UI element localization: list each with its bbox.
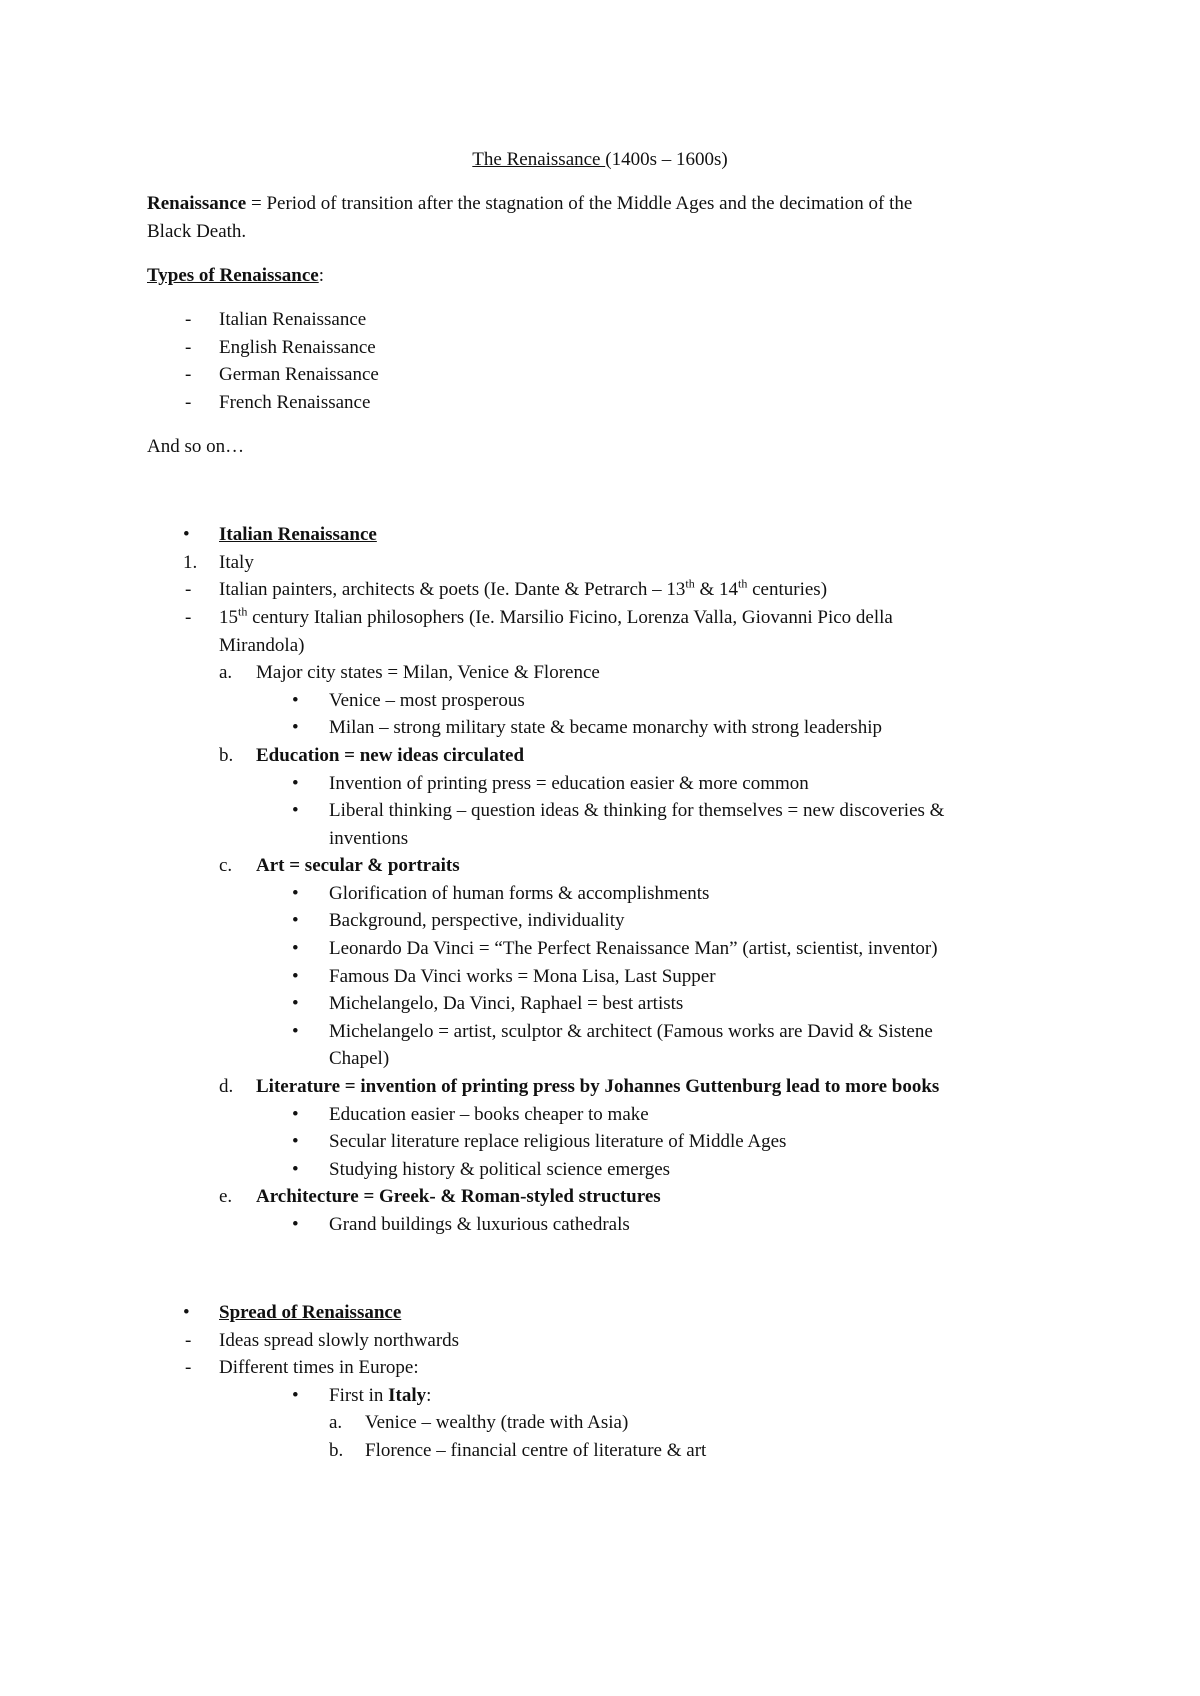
list-item: Michelangelo, Da Vinci, Raphael = best artists xyxy=(329,993,684,1014)
number-marker: 1. xyxy=(183,552,198,573)
list-item: Background, perspective, individuality xyxy=(329,910,625,931)
list-item: Milan – strong military state & became monarchy with strong leadership xyxy=(329,717,882,738)
list-item: Invention of printing press = education easier & more common xyxy=(329,773,809,794)
bullet-marker: • xyxy=(292,1131,299,1152)
document-title: The Renaissance (1400s – 1600s) xyxy=(472,149,728,170)
letter-marker: b. xyxy=(329,1440,344,1461)
subsection-a: Major city states = Milan, Venice & Florence xyxy=(256,662,600,683)
bullet-marker: • xyxy=(292,717,299,738)
dash-marker: - xyxy=(185,607,192,628)
letter-marker: a. xyxy=(329,1412,343,1433)
list-item: Italian Renaissance xyxy=(219,309,367,330)
bullet-marker: • xyxy=(292,993,299,1014)
bullet-marker: • xyxy=(292,883,299,904)
dash-marker: - xyxy=(185,1330,192,1351)
list-item: Glorification of human forms & accomplishments xyxy=(329,883,710,904)
list-item: Different times in Europe: xyxy=(219,1357,419,1378)
bullet-marker: • xyxy=(292,1021,299,1042)
list-item: Liberal thinking – question ideas & thinking for themselves = new discoveries & xyxy=(329,800,945,821)
bullet-marker: • xyxy=(292,773,299,794)
and-so-on: And so on… xyxy=(147,436,245,457)
bullet-marker: • xyxy=(292,938,299,959)
subsection-e: Architecture = Greek- & Roman-styled structures xyxy=(256,1186,661,1207)
bullet-marker: • xyxy=(183,524,190,545)
bullet-marker: • xyxy=(292,690,299,711)
bullet-marker: • xyxy=(292,910,299,931)
definition-line-1: Renaissance = Period of transition after the stagnation of the Middle Ages and the decimation of the xyxy=(147,193,913,214)
list-item-continuation: Chapel) xyxy=(329,1048,390,1069)
numbered-item: Italy xyxy=(219,552,254,573)
subsection-c: Art = secular & portraits xyxy=(256,855,460,876)
first-in-italy: First in Italy: xyxy=(329,1385,432,1406)
list-item: Secular literature replace religious literature of Middle Ages xyxy=(329,1131,787,1152)
dash-marker: - xyxy=(185,1357,192,1378)
list-item-continuation: inventions xyxy=(329,828,409,849)
bullet-marker: • xyxy=(292,1159,299,1180)
letter-marker: d. xyxy=(219,1076,234,1097)
definition-line-2: Black Death. xyxy=(147,221,247,242)
list-item: Michelangelo = artist, sculptor & architect (Famous works are David & Sistene xyxy=(329,1021,933,1042)
bullet-marker: • xyxy=(292,966,299,987)
dash-marker: - xyxy=(185,309,192,330)
list-item: Studying history & political science emerges xyxy=(329,1159,671,1180)
letter-marker: b. xyxy=(219,745,234,766)
list-item: Leonardo Da Vinci = “The Perfect Renaissance Man” (artist, scientist, inventor) xyxy=(329,938,938,959)
dash-marker: - xyxy=(185,392,192,413)
list-item: English Renaissance xyxy=(219,337,376,358)
list-item: French Renaissance xyxy=(219,392,371,413)
dash-marker: - xyxy=(185,364,192,385)
dash-marker: - xyxy=(185,337,192,358)
philosophers-line-2: Mirandola) xyxy=(219,635,305,656)
list-item: Famous Da Vinci works = Mona Lisa, Last Supper xyxy=(329,966,716,987)
painters-line: Italian painters, architects & poets (Ie. Dante & Petrarch – 13th & 14th centuries) xyxy=(219,576,828,600)
definition-term: Renaissance xyxy=(147,193,247,214)
philosophers-line: 15th century Italian philosophers (Ie. Marsilio Ficino, Lorenza Valla, Giovanni Pico della xyxy=(219,604,893,628)
section-heading-italian: Italian Renaissance xyxy=(219,524,377,545)
subsection-d: Literature = invention of printing press by Johannes Guttenburg lead to more books xyxy=(256,1076,940,1097)
letter-marker: a. xyxy=(219,662,233,683)
list-item: Ideas spread slowly northwards xyxy=(219,1330,460,1351)
bullet-marker: • xyxy=(292,800,299,821)
letter-marker: c. xyxy=(219,855,233,876)
bullet-marker: • xyxy=(183,1302,190,1323)
bullet-marker: • xyxy=(292,1385,299,1406)
bullet-marker: • xyxy=(292,1214,299,1235)
types-heading: Types of Renaissance: xyxy=(147,265,324,286)
list-item: Education easier – books cheaper to make xyxy=(329,1104,649,1125)
list-item: Florence – financial centre of literature & art xyxy=(365,1440,707,1461)
letter-marker: e. xyxy=(219,1186,233,1207)
list-item: Grand buildings & luxurious cathedrals xyxy=(329,1214,630,1235)
list-item: Venice – wealthy (trade with Asia) xyxy=(365,1412,629,1433)
dash-marker: - xyxy=(185,579,192,600)
list-item: German Renaissance xyxy=(219,364,379,385)
list-item: Venice – most prosperous xyxy=(329,690,525,711)
subsection-b: Education = new ideas circulated xyxy=(256,745,525,766)
bullet-marker: • xyxy=(292,1104,299,1125)
section-heading-spread: Spread of Renaissance xyxy=(219,1302,402,1323)
